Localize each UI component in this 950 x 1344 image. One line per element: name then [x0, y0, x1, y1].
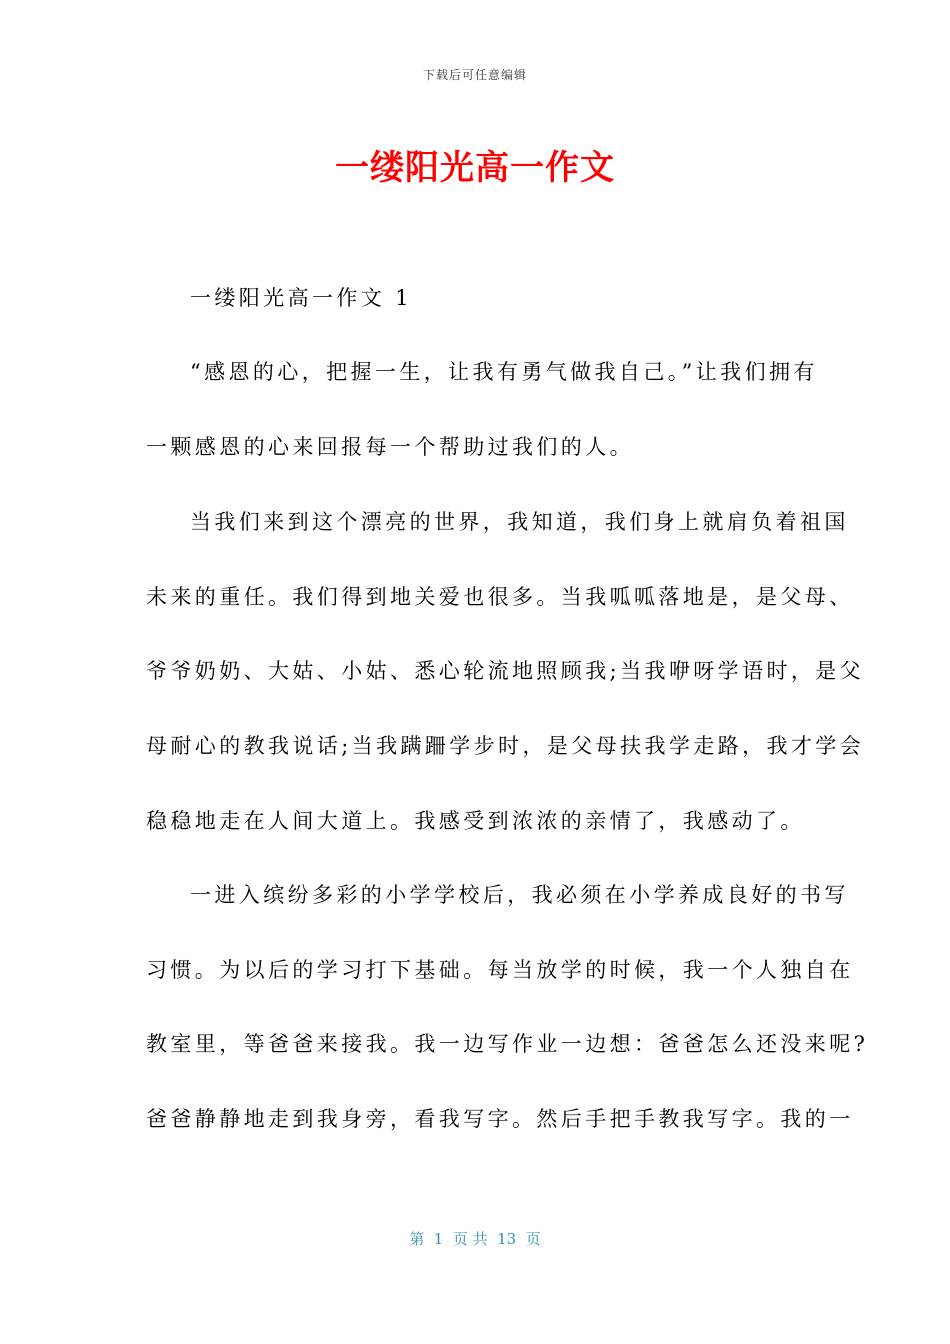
page-header-note: 下载后可任意编辑 — [422, 68, 527, 82]
paragraph-line: 习惯。为以后的学习打下基础。每当放学的时候，我一个人独自在 — [146, 958, 854, 982]
paragraph-line: 一进入缤纷多彩的小学学校后，我必须在小学养成良好的书写 — [190, 883, 849, 907]
paragraph-line: 爸爸静静地走到我身旁，看我写字。然后手把手教我写字。我的一 — [146, 1107, 854, 1131]
paragraph-line: 教室里，等爸爸来接我。我一边写作业一边想：爸爸怎么还没来呢? — [146, 1032, 869, 1056]
paragraph-line: 一颗感恩的心来回报每一个帮助过我们的人。 — [146, 435, 634, 459]
section-heading: 一缕阳光高一作文 1 — [190, 286, 413, 310]
paragraph-line: 稳稳地走在人间大道上。我感受到浓浓的亲情了，我感动了。 — [146, 809, 805, 833]
paragraph-line: 爷爷奶奶、大姑、小姑、悉心轮流地照顾我;当我咿呀学语时，是父 — [146, 659, 865, 683]
paragraph-line: 当我们来到这个漂亮的世界，我知道，我们身上就肩负着祖国 — [190, 510, 849, 534]
paragraph-line: “感恩的心，把握一生，让我有勇气做我自己。”让我们拥有 — [190, 360, 818, 384]
document-title: 一缕阳光高一作文 — [335, 148, 615, 188]
page-number-footer: 第 1 页 共 13 页 — [409, 1230, 541, 1248]
paragraph-line: 母耐心的教我说话;当我蹒跚学步时，是父母扶我学走路，我才学会 — [146, 734, 865, 758]
paragraph-line: 未来的重任。我们得到地关爱也很多。当我呱呱落地是，是父母、 — [146, 585, 854, 609]
